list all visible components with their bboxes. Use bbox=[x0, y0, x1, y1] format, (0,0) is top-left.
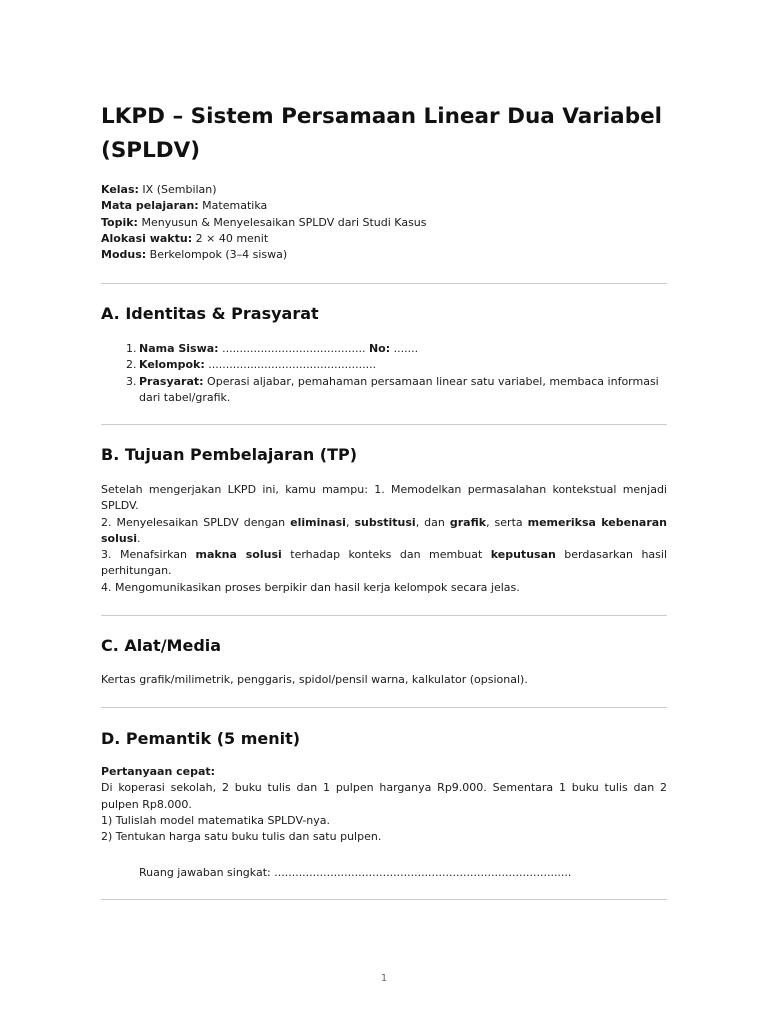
list-item-nama-siswa: 1. Nama Siswa: ......................................... No: ....... bbox=[126, 342, 419, 355]
section-b-line-3: 3. Menafsirkan makna solusi terhadap konteks dan membuat keputusan berdasarkan hasil perhitungan. bbox=[101, 548, 668, 578]
section-b-line-4: 4. Mengomunikasikan proses berpikir dan hasil kerja kelompok secara jelas. bbox=[101, 580, 520, 594]
list-item-prasyarat: 3. Prasyarat: Operasi aljabar, pemahaman persamaan linear satu variabel, membaca informasi dari tabel/grafik. bbox=[126, 374, 659, 404]
document-title: LKPD – Sistem Persamaan Linear Dua Variabel (SPLDV) bbox=[101, 104, 663, 163]
section-b-line-1: Setelah mengerjakan LKPD ini, kamu mampu: 1. Memodelkan permasalahan kontekstual menjadi SPLDV. bbox=[101, 483, 667, 513]
section-d-question-2: 2) Tentukan harga satu buku tulis dan satu pulpen. bbox=[101, 830, 382, 844]
meta-kelas: Kelas: IX (Sembilan) bbox=[101, 183, 217, 196]
meta-alokasi-waktu: Alokasi waktu: 2 × 40 menit bbox=[101, 231, 269, 245]
divider bbox=[101, 899, 667, 900]
divider bbox=[101, 615, 667, 616]
list-item-kelompok: 2. Kelompok: ................................................ bbox=[126, 358, 377, 372]
section-b-line-2: 2. Menyelesaikan SPLDV dengan eliminasi, substitusi, dan grafik, serta memeriksa kebenaran solusi. bbox=[101, 515, 667, 545]
divider bbox=[101, 707, 667, 708]
section-a-list bbox=[126, 341, 667, 406]
meta-topik: Topik: Menyusun & Menyelesaikan SPLDV dari Studi Kasus bbox=[101, 215, 427, 229]
section-c-heading: C. Alat/Media bbox=[101, 636, 222, 655]
divider bbox=[101, 424, 667, 425]
divider bbox=[101, 283, 667, 284]
section-c-text: Kertas grafik/milimetrik, penggaris, spidol/pensil warna, kalkulator (opsional). bbox=[101, 673, 528, 686]
page-number: 1 bbox=[380, 973, 388, 984]
section-d-problem: Di koperasi sekolah, 2 buku tulis dan 1 pulpen harganya Rp9.000. Sementara 1 buku tulis dan 2 pulpen Rp8.000. bbox=[101, 781, 667, 811]
section-b-heading: B. Tujuan Pembelajaran (TP) bbox=[101, 445, 358, 464]
section-d-question-1: 1) Tulislah model matematika SPLDV-nya. bbox=[101, 813, 331, 827]
metadata-block bbox=[101, 182, 427, 263]
section-d-subheading: Pertanyaan cepat: bbox=[101, 765, 216, 778]
meta-modus: Modus: Berkelompok (3–4 siswa) bbox=[101, 248, 288, 262]
meta-mata-pelajaran: Mata pelajaran: Matematika bbox=[101, 199, 268, 213]
section-a-heading: A. Identitas & Prasyarat bbox=[101, 304, 319, 323]
answer-space: Ruang jawaban singkat: ..................................................................................... bbox=[139, 866, 572, 879]
section-d-heading: D. Pemantik (5 menit) bbox=[101, 729, 301, 748]
